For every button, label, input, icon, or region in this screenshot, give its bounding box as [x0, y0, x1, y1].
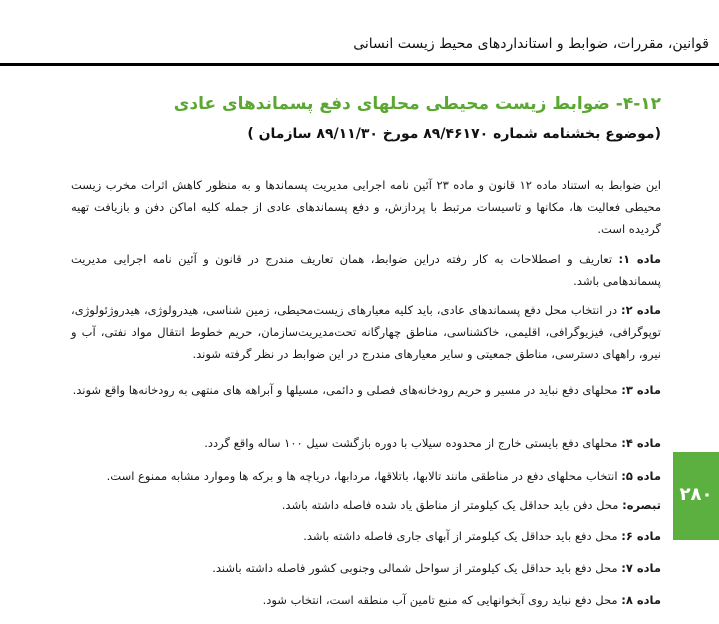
article-label: ماده ۲: — [621, 303, 661, 317]
article-text: در انتخاب محل دفع پسماندهای عادی، باید کلیه معیارهای زیست‌محیطی، زمین شناسی، هیدرولوژی، هیدروژئولوژی، توپوگرافی، فیزیوگرافی، اقلیمی، خاکشناسی، مناطق چهارگانه تحت‌مدیریت‌سازمان، حریم خطوط انتقال مواد نفتی، آب و نیرو، راههای دسترسی، مناطق جمعیتی و سایر معیارهای مندرج در این ضوابط در نظر گرفته شوند. — [71, 303, 661, 361]
article-label: ماده ۵: — [621, 469, 661, 483]
article-label: ماده ۷: — [621, 561, 661, 575]
article-label: ماده ۶: — [621, 529, 661, 543]
section-subtitle: (موضوع بخشنامه شماره ۸۹/۴۶۱۷۰ مورخ ۸۹/۱۱/۳۰ سازمان ) — [247, 126, 661, 142]
article-text: محلهای دفع نباید در مسیر و حریم رودخانه‌های فصلی و دائمی، مسیلها و آبراهه های منتهی به رودخانه‌ها واقع شوند. — [72, 383, 618, 397]
article-text: محل دفع نباید روی آبخوانهایی که منبع تامین آب منطقه است، انتخاب شود. — [262, 593, 618, 607]
article-label: ماده ۴: — [621, 436, 661, 450]
article-text: تعاریف و اصطلاحات به کار رفته دراین ضوابط، همان تعاریف مندرج در قانون و آئین نامه اجرایی مدیریت پسماندهامی باشد. — [71, 252, 661, 288]
article-2 — [71, 299, 661, 365]
article-label: ماده ۱: — [618, 252, 662, 266]
article-5 — [71, 465, 661, 487]
header-divider — [0, 63, 719, 66]
article-label: ماده ۸: — [621, 593, 661, 607]
article-1 — [71, 248, 661, 292]
intro-paragraph: این ضوابط به استناد ماده ۱۲ قانون و ماده ۲۳ آئین نامه اجرایی مدیریت پسماندها و به منظور کاهش اثرات مخرب زیست محیطی فعالیت ها، مکانها و تاسیسات مرتبط با پردازش، و دفع پسماندهای عادی از جمله کلیه اماکن دفن و بازیافت تهیه گردیده است. — [71, 178, 662, 236]
article-text: انتخاب محلهای دفع در مناطقی مانند تالابها، باتلاقها، مردابها، دریاچه ها و برکه ها وموارد مشابه ممنوع است. — [106, 469, 618, 483]
article-3 — [71, 379, 661, 401]
page-number: ۲۸۰ — [679, 484, 713, 505]
article-label: ماده ۳: — [621, 383, 661, 397]
note-text: محل دفن باید حداقل یک کیلومتر از مناطق یاد شده فاصله داشته باشد. — [281, 498, 619, 512]
note-label: تبصره: — [622, 498, 661, 512]
article-text: محلهای دفع بایستی خارج از محدوده سیلاب با دوره بازگشت سیل ۱۰۰ ساله واقع گردد. — [204, 436, 618, 450]
article-text: محل دفع باید حداقل یک کیلومتر از سواحل شمالی وجنوبی کشور فاصله داشته باشند. — [212, 561, 618, 575]
running-header: قوانین، مقررات، ضوابط و استانداردهای محیط زیست انسانی — [353, 36, 709, 52]
section-title: ۴-۱۲- ضوابط زیست محیطی محلهای دفع پسماندهای عادی — [173, 94, 661, 114]
article-8 — [71, 589, 661, 611]
article-6 — [71, 525, 661, 547]
article-text: محل دفع باید حداقل یک کیلومتر از آبهای جاری فاصله داشته باشد. — [303, 529, 618, 543]
article-7 — [71, 557, 661, 579]
article-4 — [71, 432, 661, 454]
note — [71, 494, 661, 516]
